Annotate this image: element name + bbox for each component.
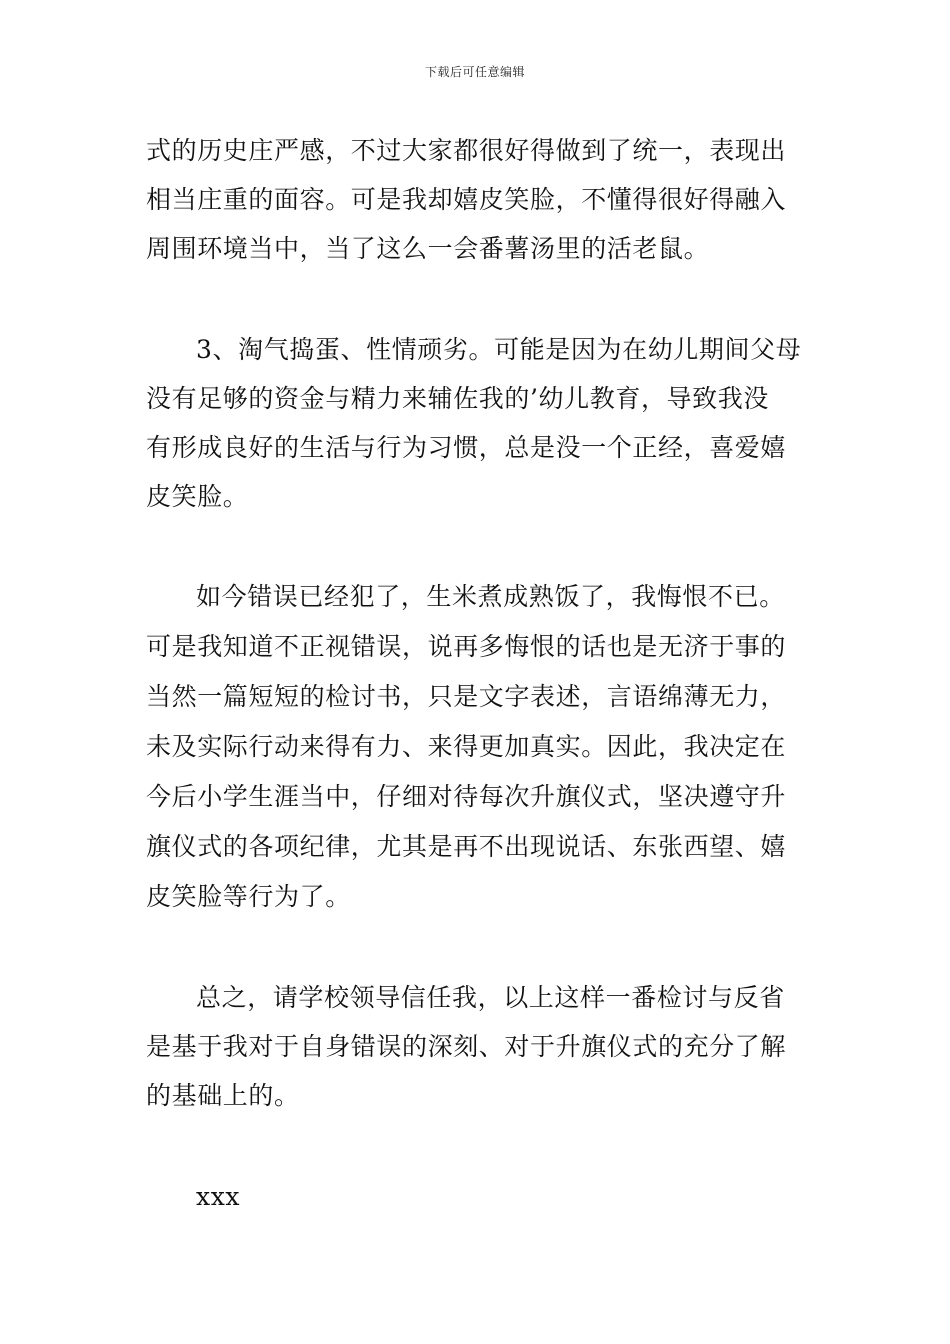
- paragraph-3-line-1: 如今错误已经犯了，生米煮成熟饭了，我悔恨不已。: [196, 582, 785, 611]
- paragraph-3-line-2: 可是我知道不正视错误，说再多悔恨的话也是无济于事的: [146, 632, 787, 661]
- paragraph-2-line-2: 没有足够的资金与精力来辅佐我的’幼儿教育，导致我没: [146, 384, 769, 413]
- paragraph-2-line-1: 3、淘气捣蛋、性情顽劣。可能是因为在幼儿期间父母: [196, 335, 802, 364]
- paragraph-3-line-6: 旗仪式的各项纪律，尤其是再不出现说话、东张西望、嬉: [146, 832, 787, 861]
- page-header: 下载后可任意编辑: [424, 65, 525, 79]
- paragraph-3-line-7: 皮笑脸等行为了。: [146, 882, 351, 911]
- paragraph-3-line-3: 当然一篇短短的检讨书，只是文字表述，言语绵薄无力，: [146, 682, 787, 711]
- paragraph-1-line-3: 周围环境当中，当了这么一会番薯汤里的活老鼠。: [146, 234, 710, 263]
- signature: xxx: [196, 1182, 241, 1211]
- paragraph-3-line-5: 今后小学生涯当中，仔细对待每次升旗仪式，坚决遵守升: [146, 782, 787, 811]
- paragraph-4-line-3: 的基础上的。: [146, 1081, 300, 1110]
- paragraph-4-line-2: 是基于我对于自身错误的深刻、对于升旗仪式的充分了解: [146, 1032, 787, 1061]
- paragraph-2-line-4: 皮笑脸。: [146, 482, 249, 511]
- paragraph-1-line-1: 式的历史庄严感，不过大家都很好得做到了统一，表现出: [146, 136, 787, 165]
- paragraph-3-line-4: 未及实际行动来得有力、来得更加真实。因此，我决定在: [146, 732, 787, 761]
- paragraph-4-line-1: 总之，请学校领导信任我，以上这样一番检讨与反省: [196, 983, 785, 1012]
- paragraph-2-line-3: 有形成良好的生活与行为习惯，总是没一个正经，喜爱嬉: [146, 433, 787, 462]
- paragraph-1-line-2: 相当庄重的面容。可是我却嬉皮笑脸，不懂得很好得融入: [146, 185, 787, 214]
